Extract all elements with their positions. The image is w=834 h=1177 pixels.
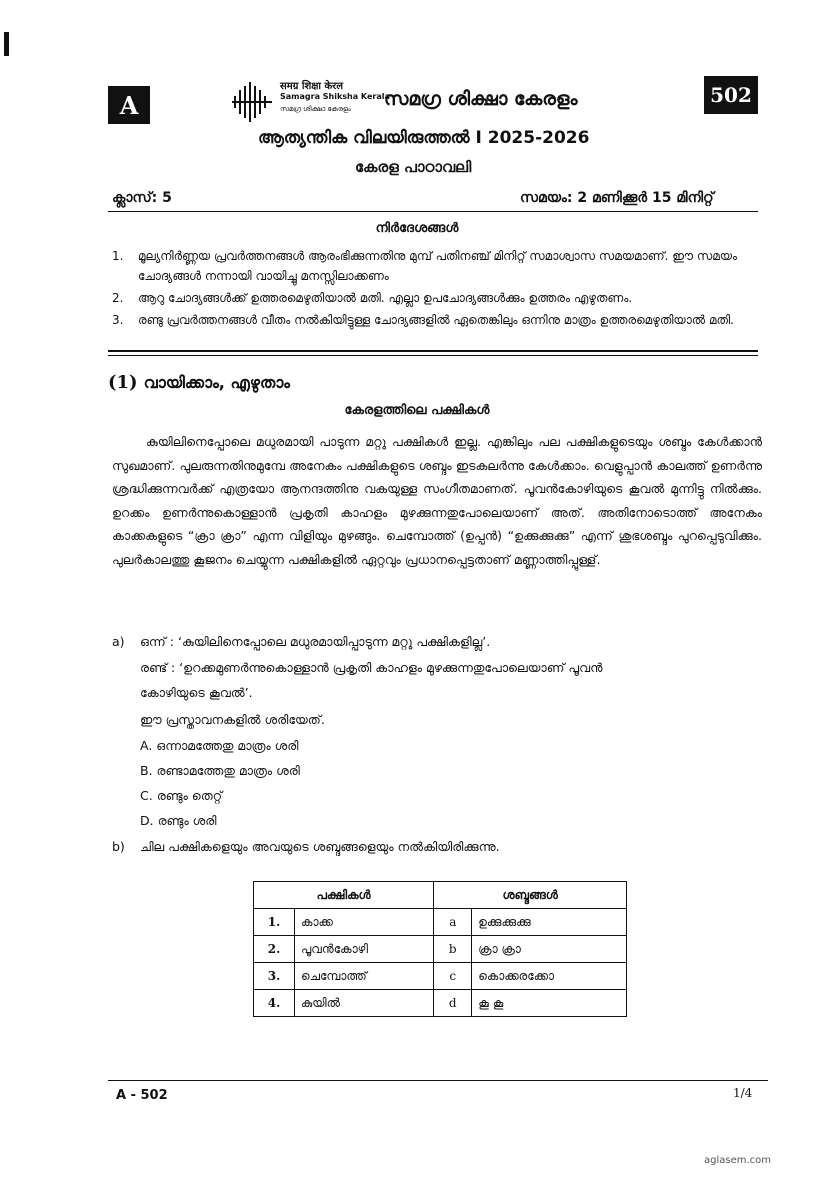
row-number: 3. [254, 963, 295, 990]
bird-sound: കൂ കൂ [472, 990, 627, 1017]
statement-one: ഒന്ന് : ‘കുയിലിനെപ്പോലെ മധുരമായിപ്പാടുന്ന മറ്റു പക്ഷികളില്ല’. [140, 634, 491, 649]
option-label: C. [140, 788, 153, 803]
sound-letter: c [434, 963, 472, 990]
option-text: രണ്ടാമത്തേതു മാത്രം ശരി [156, 763, 300, 778]
question-b-text: ചില പക്ഷികളെയും അവയുടെ ശബ്ദങ്ങളെയും നൽകിയിരിക്കുന്നു. [140, 839, 500, 854]
option-label: A. [140, 738, 153, 753]
logo-text-english: Samagra Shiksha Kerala [280, 92, 390, 101]
section-heading [108, 372, 290, 393]
option-text: രണ്ടും തെറ്റ് [156, 788, 223, 803]
statement-two-line1: രണ്ട് : ‘ഉറക്കമുണർന്നുകൊള്ളാൻ പ്രകൃതി കാഹളം മുഴക്കുന്നതുപോലെയാണ് പൂവൻ [140, 660, 603, 675]
instruction-number: 2. [112, 291, 124, 305]
bird-sound: ഉക്കുക്കുക്കു [472, 909, 627, 936]
instruction-item [112, 288, 752, 308]
passage-text: കുയിലിനെപ്പോലെ മധുരമായി പാടുന്ന മറ്റു പക്ഷികൾ ഇല്ല. എങ്കിലും പല പക്ഷികളുടെയും ശബ്ദം കേൾക്കാൻ സുഖമാണ്. പുലരുന്നതിനുമുമ്പേ അനേകം പക്ഷികളുടെ ശബ്ദം ഇടകലർന്നു കേൾക്കാം. വെളുപ്പാൻ കാലത്ത് ഉണർന്നു ശ്രദ്ധിക്കുന്നവർക്ക് എത്രയോ ആനന്ദത്തിനു വകയുള്ള സംഗീതമാണത്. പൂവൻകോഴിയുടെ കൂവൽ മുന്നിട്ടു നിൽക്കും. ഉറക്കം ഉണർന്നുകൊള്ളാൻ പ്രകൃതി കാഹളം മുഴക്കുന്നതുപോലെയാണ് അത്. അതിനോടൊത്ത് അനേകം കാക്കകളുടെ “ക്രാ ക്രാ” എന്ന വിളിയും മുഴങ്ങും. ചെമ്പോത്ത് (ഉപ്പൻ) “ഉക്കുക്കുക്കു” എന്ന് ശുഭശബ്ദം പുറപ്പെടുവിക്കും. പുലർകാലത്തു കൂജനം ചെയ്യുന്ന പക്ഷികളിൽ ഏറ്റവും പ്രധാനപ്പെട്ടതാണ് മണ്ണാത്തിപ്പുള്ള്. [112, 434, 762, 567]
brand-title: സമഗ്ര ശിക്ഷാ കേരളം [384, 88, 578, 110]
table-header-row [254, 882, 627, 909]
logo-text-malayalam: സമഗ്ര ശിക്ഷാ കേരളം [280, 105, 351, 113]
instruction-item [112, 310, 752, 330]
time-label: സമയം: 2 മണിക്കൂർ 15 മിനിറ്റ് [520, 190, 714, 206]
option-b[interactable] [140, 759, 300, 783]
instruction-number: 3. [112, 313, 124, 327]
instruction-number: 1. [112, 249, 124, 263]
option-c[interactable] [140, 784, 222, 808]
row-number: 1. [254, 909, 295, 936]
set-label: A [119, 90, 139, 120]
subject-title: കേരള പാഠാവലി [355, 158, 472, 176]
match-table [253, 881, 627, 1017]
instruction-text: രണ്ടു പ്രവർത്തനങ്ങൾ വീതം നൽകിയിട്ടുള്ള ചോദ്യങ്ങളിൽ ഏതെങ്കിലും ഒന്നിനു മാത്രം ഉത്തരമെഴുതിയാൽ മതി. [138, 313, 734, 327]
question-prompt: ഈ പ്രസ്താവനകളിൽ ശരിയേത്. [140, 712, 325, 727]
bird-sound: ക്രാ ക്രാ [472, 936, 627, 963]
section-title: വായിക്കാം, എഴുതാം [143, 373, 291, 392]
statement-two-line2: കോഴിയുടെ കൂവൽ’. [140, 685, 253, 700]
logo-bars-icon [232, 82, 272, 122]
row-number: 4. [254, 990, 295, 1017]
table-row [254, 963, 627, 990]
bird-name: ചെമ്പോത്ത് [295, 963, 434, 990]
exam-title: ആത്യന്തിക വിലയിരുത്തൽ I 2025-2026 [258, 128, 590, 148]
question-a [112, 630, 490, 654]
watermark: aglasem.com [704, 1155, 772, 1166]
instruction-item [112, 246, 752, 286]
bird-name: കുയിൽ [295, 990, 434, 1017]
column-header-sounds: ശബ്ദങ്ങൾ [434, 882, 627, 909]
instruction-text: ആറു ചോദ്യങ്ങൾക്ക് ഉത്തരമെഴുതിയാൽ മതി. എല്ലാ ഉപചോദ്യങ്ങൾക്കും ഉത്തരം എഴുതണം. [138, 291, 633, 305]
page-number: 1/4 [733, 1086, 753, 1100]
option-text: ഒന്നാമത്തേതു മാത്രം ശരി [156, 738, 299, 753]
paper-code-box [704, 76, 758, 114]
option-label: B. [140, 763, 153, 778]
sound-letter: b [434, 936, 472, 963]
table-row [254, 990, 627, 1017]
option-d[interactable] [140, 809, 216, 833]
footer-divider [108, 1080, 768, 1081]
header-divider [108, 211, 758, 212]
sound-letter: d [434, 990, 472, 1017]
row-number: 2. [254, 936, 295, 963]
section-number: (1) [108, 372, 138, 393]
table-row [254, 936, 627, 963]
bird-name: കാക്ക [295, 909, 434, 936]
instruction-text: മൂല്യനിർണ്ണയ പ്രവർത്തനങ്ങൾ ആരംഭിക്കുന്നതിനു മുമ്പ് പതിനഞ്ച് മിനിറ്റ് സമാശ്വാസ സമയമാണ്. ഈ സമയം ചോദ്യങ്ങൾ നന്നായി വായിച്ചു മനസ്സിലാക്കണം [138, 249, 738, 283]
samagra-logo [232, 78, 390, 128]
sound-letter: a [434, 909, 472, 936]
question-b [112, 835, 500, 859]
option-a[interactable] [140, 734, 298, 758]
instructions-title: നിർദേശങ്ങൾ [375, 221, 459, 236]
instructions-divider-2 [108, 355, 758, 356]
question-label: a) [112, 634, 125, 649]
class-label: ക്ലാസ്: 5 [112, 190, 172, 206]
column-header-birds: പക്ഷികൾ [254, 882, 434, 909]
option-label: D. [140, 813, 154, 828]
set-label-box [108, 86, 150, 124]
scan-edge-mark [4, 32, 9, 56]
question-label: b) [112, 839, 125, 854]
bird-name: പൂവൻകോഴി [295, 936, 434, 963]
table-row [254, 909, 627, 936]
passage-title: കേരളത്തിലെ പക്ഷികൾ [344, 403, 490, 418]
option-text: രണ്ടും ശരി [157, 813, 217, 828]
bird-sound: കൊക്കരക്കോ [472, 963, 627, 990]
footer-paper-code: A - 502 [116, 1088, 168, 1103]
logo-text-hindi: समग्र शिक्षा केरल [280, 81, 344, 92]
instructions-divider [108, 350, 758, 352]
paper-code: 502 [710, 83, 752, 107]
